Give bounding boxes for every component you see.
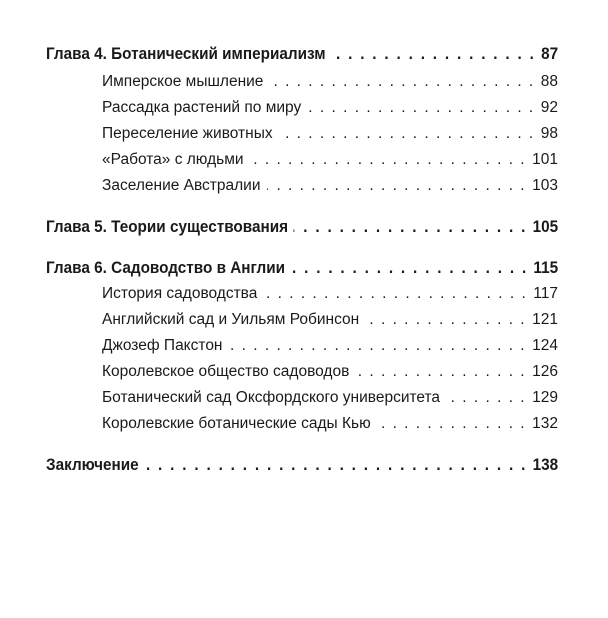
toc-chapter-4 bbox=[46, 44, 558, 64]
toc-entry-page: 117 bbox=[533, 285, 558, 302]
toc-section bbox=[102, 415, 558, 433]
toc-entry-page: 132 bbox=[532, 415, 558, 432]
dot-leader bbox=[263, 285, 527, 303]
toc-entry-page: 88 bbox=[540, 73, 558, 90]
toc-entry-page: 87 bbox=[541, 44, 559, 63]
toc-entry-title: Имперское мышление bbox=[102, 73, 264, 90]
toc-entry-title: Ботанический сад Оксфордского университета bbox=[102, 389, 441, 406]
toc-entry-page: 92 bbox=[540, 99, 558, 116]
toc-entry-title: Переселение животных bbox=[102, 125, 273, 142]
toc-entry-title: Английский сад и Уильям Робинсон bbox=[102, 311, 360, 328]
toc-section bbox=[102, 151, 558, 169]
toc-entry-title: Рассадка растений по миру bbox=[102, 99, 302, 116]
dot-leader bbox=[355, 363, 526, 381]
toc-section bbox=[102, 99, 558, 117]
toc-chapter-5 bbox=[46, 217, 558, 237]
toc-entry-title: Королевское общество садоводов bbox=[102, 363, 350, 380]
dot-leader bbox=[293, 217, 527, 237]
dot-leader bbox=[269, 73, 534, 91]
toc-section bbox=[102, 177, 558, 195]
toc-entry-title: Глава 5. Теории существования bbox=[46, 217, 289, 236]
dot-leader bbox=[267, 177, 527, 195]
toc-section bbox=[102, 389, 558, 407]
toc-entry-title: Королевские ботанические сады Кью bbox=[102, 415, 371, 432]
toc-section bbox=[102, 125, 558, 143]
toc-entry-title: Глава 6. Садоводство в Англии bbox=[46, 258, 286, 277]
dot-leader bbox=[250, 151, 527, 169]
toc-section bbox=[102, 337, 558, 355]
toc-entry-page: 115 bbox=[533, 258, 559, 277]
dot-leader bbox=[279, 125, 535, 143]
toc-entry-page: 105 bbox=[532, 217, 559, 236]
toc-entry-title: История садоводства bbox=[102, 285, 258, 302]
dot-leader bbox=[377, 415, 526, 433]
dot-leader bbox=[290, 258, 528, 278]
toc-entry-title: Глава 4. Ботанический империализм bbox=[46, 44, 326, 63]
dot-leader bbox=[331, 44, 536, 64]
toc-section bbox=[102, 311, 558, 329]
dot-leader bbox=[144, 455, 527, 475]
dot-leader bbox=[307, 99, 535, 117]
toc-entry-page: 101 bbox=[532, 151, 558, 168]
toc-entry-page: 124 bbox=[532, 337, 558, 354]
toc-entry-page: 129 bbox=[532, 389, 558, 406]
dot-leader bbox=[229, 337, 527, 355]
toc-entry-page: 103 bbox=[532, 177, 558, 194]
toc-entry-title: Заселение Австралии bbox=[102, 177, 261, 194]
dot-leader bbox=[365, 311, 526, 329]
toc-entry-page: 98 bbox=[540, 125, 558, 142]
toc-section bbox=[102, 285, 558, 303]
toc-entry-title: Джозеф Пакстон bbox=[102, 337, 223, 354]
toc-entry-title: Заключение bbox=[46, 455, 139, 474]
toc-section bbox=[102, 363, 558, 381]
toc-entry-title: «Работа» с людьми bbox=[102, 151, 244, 168]
toc-section bbox=[102, 73, 558, 91]
toc-entry-page: 126 bbox=[532, 363, 558, 380]
dot-leader bbox=[446, 389, 526, 407]
toc-conclusion bbox=[46, 455, 558, 475]
toc-chapter-6 bbox=[46, 258, 558, 278]
toc-entry-page: 121 bbox=[532, 311, 558, 328]
toc-entry-page: 138 bbox=[532, 455, 559, 474]
